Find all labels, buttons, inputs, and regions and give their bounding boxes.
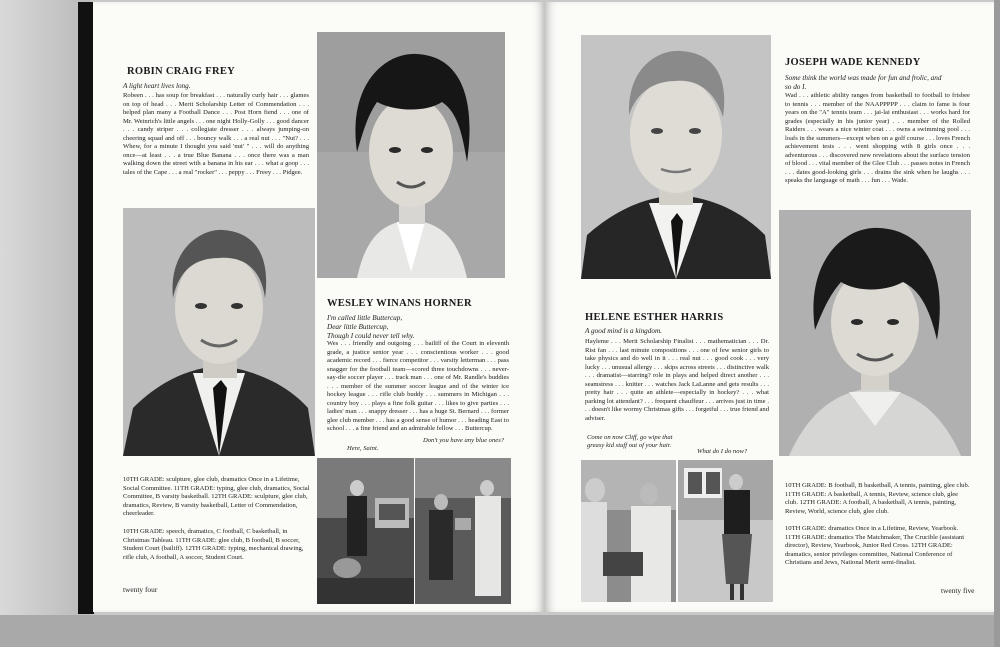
scan-background-bottom [0,615,1000,647]
activities-kennedy: 10TH GRADE: B football, B basketball, A tennis, painting, glee club. 11TH GRADE: A basketball, A tennis, Review, science club, glee club. 12TH GRADE: A football, A basketball, A tennis, painting, Review, World, science club, glee club. [785,482,970,515]
quote-line: I'm called little Buttercup, [327,314,403,322]
activities-horner: 10TH GRADE: speech, dramatics, C football, C basketball, in Christmas Tableau. 11TH GRADE: glee club, B football, B soccer, Student Court (bailiff). 12TH GRADE: typing, mechanical drawing, rifle club, A football, A soccer, Student Court. [123,528,304,561]
snapshot-photo-1 [317,458,414,604]
quote-frey [123,82,313,91]
page-number-left: twenty four [123,585,158,594]
bio-harris: Hayleme . . . Merit Scholarship Finalist . . . mathematician . . . Dr. Rist fan . . . last minute compositions . . . one of few senior girls to take physics and do well in it . . . real nut . . . good cook . . . very lucky . . . unusual allergy . . . skips across streets . . . distinctive walk . . . dramatist—starring? role in plays and helped direct another . . . seamstress . . . knitter . . . watches Jack LaLanne and gets results . . . pretty hair . . . quite an athlete—especially in hockey? . . . what parking lot attendant? . . . frequent chauffeur . . . arrives just in time . . . doesn't like wormy Christmas gifts . . . forgetful . . . true friend and adviser. [585,338,769,422]
quote-line: Dear little Buttercup, [327,323,389,331]
quote-line: A good mind is a kingdom. [585,327,662,335]
book-edge-shadow [78,2,94,614]
student-name-kennedy: JOSEPH WADE KENNEDY [785,57,921,68]
quote-line: Some think the world was made for fun and frolic, and [785,74,942,82]
quote-line: Though I could never tell why. [327,332,415,340]
snapshot-photo-4 [678,460,773,602]
activities-frey: 10TH GRADE: sculpture, glee club, dramatics Once in a Lifetime, Social Committee. 11TH GRADE: typing, glee club, dramatics, Social Committee, B varsity basketball. 12TH GRADE: sculpture, glee club, dramatics, Review, B varsity basketball, Letter of Commendation, cheerleader. [123,476,310,518]
bio-kennedy: Wad . . . athletic ability ranges from basketball to football to frisbee to tennis . . . member of the NAAPPPPP . . . claim to fame is four years on the "A" tennis team . . . jai-lai enthusiast . . . works hard for grades (especially in his junior year) . . . member of the Rolled Raiders . . . wears a nice winter coat . . . owns a swimming pool . . . loafs in the summers—except when on a golf course . . . loves French achievement tests . . . went shopping with 8 girls once . . . adventurous . . . discovered new revelations about the surface tension of blood . . . vital member of the Glee Club . . . passes notes in French . . . dates good-looking girls . . . drains the sink when he laughs . . . speaks the language of math . . . fun . . . Wade. [785,92,970,185]
bio-horner: Wes . . . friendly and outgoing . . . bailiff of the Court in eleventh grade, a justice senior year . . . conscientious worker . . . good academic record . . . fierce competitor . . . varsity letterman . . . pass snagger for the football team—scored three touchdowns . . . never-say-die soccer player . . . track man . . . one of Mr. Randle's buddies . . . member of the summer soccer league and of the winter ice hockey league . . . rifle club buddy . . . summers in Michigan . . . country boy . . . plays a fine folk guitar . . . likes to give parties . . . ladies' man . . . snappy dresser . . . has a huge St. Bernard . . . former glee club member . . . has a good sense of humor . . . heading East to school . . . a fine friend and an admirable fellow . . . Buttercup. [327,340,509,433]
page-number-right: twenty five [941,586,975,595]
snapshot-caption-1: Here, Saint. [347,445,379,452]
quote-harris [585,327,775,336]
quote-line: A light heart lives long. [123,82,191,90]
scan-background-left [0,0,90,647]
snapshot-caption-3: Come on now Cliff, go wipe that greasy kid stuff out of your hair. [587,434,673,449]
portrait-photo-girl [317,32,505,278]
snapshot-caption-4: What do I do now? [697,448,748,455]
activities-harris: 10TH GRADE: dramatics Once in a Lifetime, Review, Yearbook. 11TH GRADE: dramatics The Matchmaker, The Crucible (assistant director), Review, Yearbook, Junior Red Cross. 12TH GRADE: dramatics, senior privileges committee, National Conference of Christians and Jews, National Merit semi-finalist. [785,525,965,567]
portrait-photo-girl-right [779,210,971,456]
quote-kennedy [785,74,975,92]
scan-background-right [994,0,1000,647]
quote-horner [327,314,517,341]
quote-line: so do I. [785,83,807,91]
student-name-frey: ROBIN CRAIG FREY [127,66,236,77]
portrait-photo-boy [123,208,315,456]
bio-frey: Robeen . . . has soup for breakfast . . . naturally curly hair . . . glames on top of head . . . Merit Scholarship Letter of Commendation . . . helped plan many a Football Dance . . . Post Horn fiend . . . one of Mr. Weinrich's little angels . . . one night Holly-Golly . . . good dancer . . . candy striper . . . collegiate dresser . . . always jumping-on cheering squad and off . . . bouncy walk . . . a real nut . . . "Nut? . . . Whew, for a minute I thought you said 'nut' " . . . will do anything once—at least . . . a true Blue Banana . . . once there was a man walking down the street with a banana in his ear . . . what a goop . . . tales of the Cape . . . a real "rocker" . . . peppy . . . Freey . . . Pidgee. [123,92,309,176]
student-name-harris: HELENE ESTHER HARRIS [585,312,724,323]
snapshot-caption-2: Don't you have any blue ones? [423,437,505,444]
left-page [93,2,545,612]
right-page [545,2,994,612]
snapshot-photo-3 [581,460,676,602]
student-name-horner: WESLEY WINANS HORNER [327,298,472,309]
snapshot-photo-2 [415,458,511,604]
portrait-photo-boy-right [581,35,771,279]
